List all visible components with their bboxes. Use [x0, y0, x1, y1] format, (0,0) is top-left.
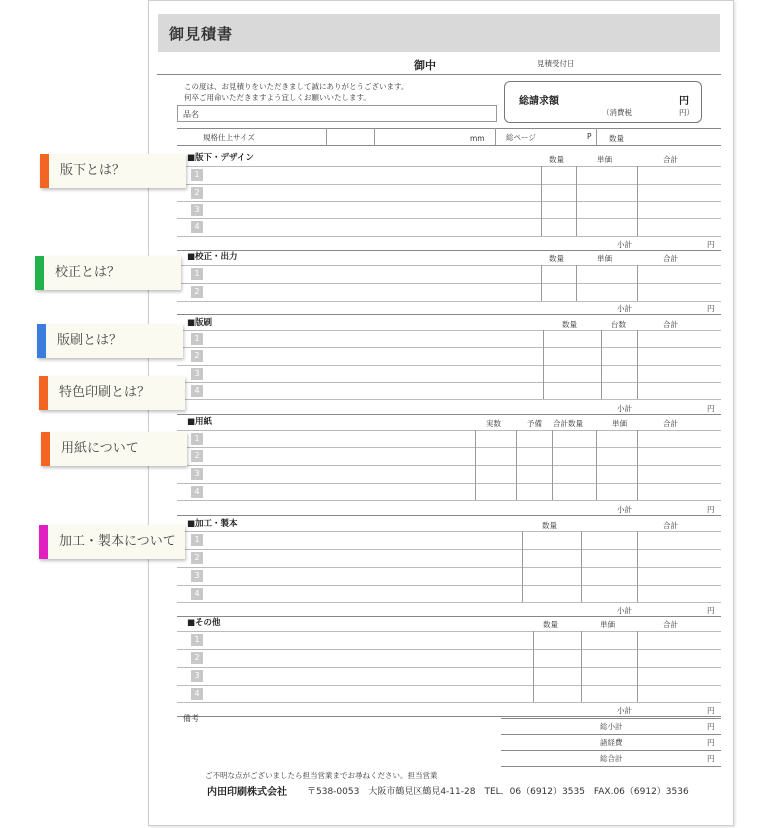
column-header-yoshi: 合計数量	[553, 419, 583, 428]
subtotal-yen-hansatsu: 円	[707, 404, 715, 413]
table-row-rule	[177, 702, 721, 703]
pages-unit: P	[587, 132, 592, 141]
row-number: 2	[191, 286, 203, 298]
table-row[interactable]	[177, 167, 721, 184]
side-tab-label: 加工・製本について	[59, 534, 176, 549]
product-name-field[interactable]	[177, 105, 497, 122]
tax-note-yen: 円）	[679, 108, 694, 117]
side-tab-label: 版下とは？	[60, 163, 126, 178]
footer-note: ご不明な点がございましたら担当営業までお尋ねください。担当営業	[205, 771, 438, 780]
section-rule	[177, 250, 721, 251]
row-number: 4	[191, 588, 203, 600]
column-header-kako: 合計	[663, 521, 678, 530]
section-rule	[177, 515, 721, 516]
spec-divider	[326, 128, 327, 145]
onchu-label: 御中	[414, 59, 436, 72]
total-pages-label: 総ページ	[506, 133, 536, 142]
table-row[interactable]	[177, 383, 721, 399]
section-title-kosei: ■校正・出力	[187, 252, 238, 262]
side-tab-label: 校正とは？	[55, 265, 121, 280]
table-row[interactable]	[177, 668, 721, 685]
spec-row-top	[177, 128, 721, 129]
row-number: 4	[191, 385, 203, 397]
column-header-kosei: 単価	[597, 254, 612, 263]
section-rule	[177, 314, 721, 315]
row-number: 3	[191, 204, 203, 216]
column-header-hansatsu: 合計	[663, 320, 678, 329]
table-row[interactable]	[177, 686, 721, 702]
spec-row-bottom	[177, 145, 721, 146]
row-number: 3	[191, 670, 203, 682]
table-row[interactable]	[177, 632, 721, 649]
column-header-sonota: 単価	[600, 620, 615, 629]
column-header-kosei: 数量	[549, 254, 564, 263]
section-rule	[177, 716, 721, 717]
table-row[interactable]	[177, 202, 721, 218]
greeting-line-2: 何卒ご用命いただきますよう宜しくお願いいたします。	[184, 93, 371, 102]
subtotal-yen-sonota: 円	[707, 706, 715, 715]
row-number: 1	[191, 268, 203, 280]
row-number: 4	[191, 221, 203, 233]
totals-rule	[501, 766, 721, 767]
section-rule	[177, 414, 721, 415]
tab-color-strip	[40, 154, 49, 188]
subtotal-label-hansatsu: 小計	[617, 404, 632, 413]
subtotal-yen-kosei: 円	[707, 304, 715, 313]
spec-divider	[374, 128, 375, 145]
spec-quantity-label: 数量	[609, 134, 624, 143]
received-date-label: 見積受付日	[537, 59, 575, 68]
section-title-sonota: ■その他	[187, 618, 221, 628]
section-title-yoshi: ■用紙	[187, 417, 213, 427]
section-title-hansatsu: ■版刷	[187, 318, 213, 328]
table-row-rule	[177, 399, 721, 400]
column-header-kosei: 合計	[663, 254, 678, 263]
table-row[interactable]	[177, 284, 721, 301]
row-number: 2	[191, 350, 203, 362]
section-title-kako: ■加工・製本	[187, 519, 238, 529]
section-rule	[177, 616, 721, 617]
subtotal-yen-hanshita: 円	[707, 240, 715, 249]
table-row[interactable]	[177, 348, 721, 365]
table-row-rule	[177, 602, 721, 603]
tax-note-label: （消費税	[602, 108, 632, 117]
table-row[interactable]	[177, 219, 721, 236]
table-row[interactable]	[177, 532, 721, 549]
column-header-hansatsu: 数量	[562, 320, 577, 329]
row-number: 3	[191, 368, 203, 380]
subtotal-label-kako: 小計	[617, 606, 632, 615]
table-row[interactable]	[177, 448, 721, 465]
tab-color-strip	[35, 256, 44, 290]
table-row-rule	[177, 500, 721, 501]
section-title-hanshita: ■版下・デザイン	[187, 153, 254, 163]
column-header-hanshita: 合計	[663, 155, 678, 164]
totals-rule	[501, 750, 721, 751]
table-row-rule	[177, 301, 721, 302]
side-tab-label: 用紙について	[61, 441, 139, 456]
row-number: 2	[191, 450, 203, 462]
subtotal-label-sonota: 小計	[617, 706, 632, 715]
row-number: 1	[191, 333, 203, 345]
tab-color-strip	[37, 324, 46, 358]
table-row[interactable]	[177, 550, 721, 567]
side-tab-label: 版刷とは？	[57, 333, 123, 348]
side-tab-2[interactable]	[35, 256, 181, 290]
column-header-hansatsu: 台数	[611, 320, 626, 329]
tab-color-strip	[39, 376, 48, 410]
table-row[interactable]	[177, 586, 721, 602]
side-tab-4[interactable]	[39, 376, 185, 410]
row-number: 4	[191, 688, 203, 700]
subtotal-label-yoshi: 小計	[617, 505, 632, 514]
column-header-yoshi: 予備	[527, 419, 542, 428]
total-request-yen: 円	[679, 96, 689, 107]
table-row[interactable]	[177, 431, 721, 447]
estimate-form-sheet	[148, 0, 734, 826]
row-number: 3	[191, 468, 203, 480]
totals-rule	[501, 734, 721, 735]
grand-total-label: 総合計	[600, 754, 623, 763]
column-header-yoshi: 合計	[663, 419, 678, 428]
subtotal-yen-yoshi: 円	[707, 505, 715, 514]
column-header-yoshi: 実数	[486, 419, 501, 428]
remarks-label: 備考	[183, 714, 199, 723]
table-row[interactable]	[177, 484, 721, 500]
tab-color-strip	[39, 525, 48, 559]
row-number: 1	[191, 534, 203, 546]
row-number: 3	[191, 570, 203, 582]
misc-expenses-yen: 円	[707, 738, 715, 747]
row-number: 2	[191, 652, 203, 664]
table-row[interactable]	[177, 266, 721, 283]
row-number: 1	[191, 433, 203, 445]
product-name-label: 品名	[183, 110, 199, 119]
column-header-sonota: 数量	[543, 620, 558, 629]
subtotal-yen-kako: 円	[707, 606, 715, 615]
table-row[interactable]	[177, 466, 721, 483]
totals-rule	[501, 718, 721, 719]
side-tab-6[interactable]	[39, 525, 185, 559]
column-header-yoshi: 単価	[612, 419, 627, 428]
header-rule	[157, 74, 721, 75]
table-row-rule	[177, 236, 721, 237]
company-address: 〒538-0053 大阪市鶴見区鶴見4-11-28 TEL．06（6912）3535 FAX.06（6912）3536	[307, 787, 689, 797]
column-header-kako: 数量	[542, 521, 557, 530]
title-bar	[158, 14, 720, 52]
subtotal-label-kosei: 小計	[617, 304, 632, 313]
company-name: 内田印刷株式会社	[207, 787, 287, 798]
table-row[interactable]	[177, 650, 721, 667]
side-tab-5[interactable]	[41, 432, 187, 466]
side-tab-label: 特色印刷とは？	[59, 385, 151, 400]
row-number: 1	[191, 634, 203, 646]
grand-total-yen: 円	[707, 754, 715, 763]
column-header-hanshita: 数量	[549, 155, 564, 164]
column-header-sonota: 合計	[663, 620, 678, 629]
document-title: 御見積書	[169, 25, 234, 43]
row-number: 2	[191, 552, 203, 564]
spec-divider	[596, 128, 597, 145]
row-number: 4	[191, 486, 203, 498]
tab-color-strip	[41, 432, 50, 466]
subtotal-label-hanshita: 小計	[617, 240, 632, 249]
grand-subtotal-label: 総小計	[600, 722, 623, 731]
column-header-hanshita: 単価	[597, 155, 612, 164]
row-number: 1	[191, 169, 203, 181]
table-row[interactable]	[177, 331, 721, 347]
side-tab-3[interactable]	[37, 324, 183, 358]
table-row[interactable]	[177, 185, 721, 201]
spec-divider	[495, 128, 496, 145]
mm-unit: mm	[470, 134, 485, 143]
spec-size-label: 規格仕上サイズ	[203, 133, 255, 142]
side-tab-1[interactable]	[40, 154, 186, 188]
table-row[interactable]	[177, 366, 721, 382]
greeting-line-1: この度は、お見積りをいただきまして誠にありがとうございます。	[184, 82, 409, 91]
grand-subtotal-yen: 円	[707, 722, 715, 731]
misc-expenses-label: 諸経費	[600, 738, 623, 747]
total-request-label: 総請求額	[519, 96, 559, 107]
row-number: 2	[191, 187, 203, 199]
table-row[interactable]	[177, 568, 721, 585]
